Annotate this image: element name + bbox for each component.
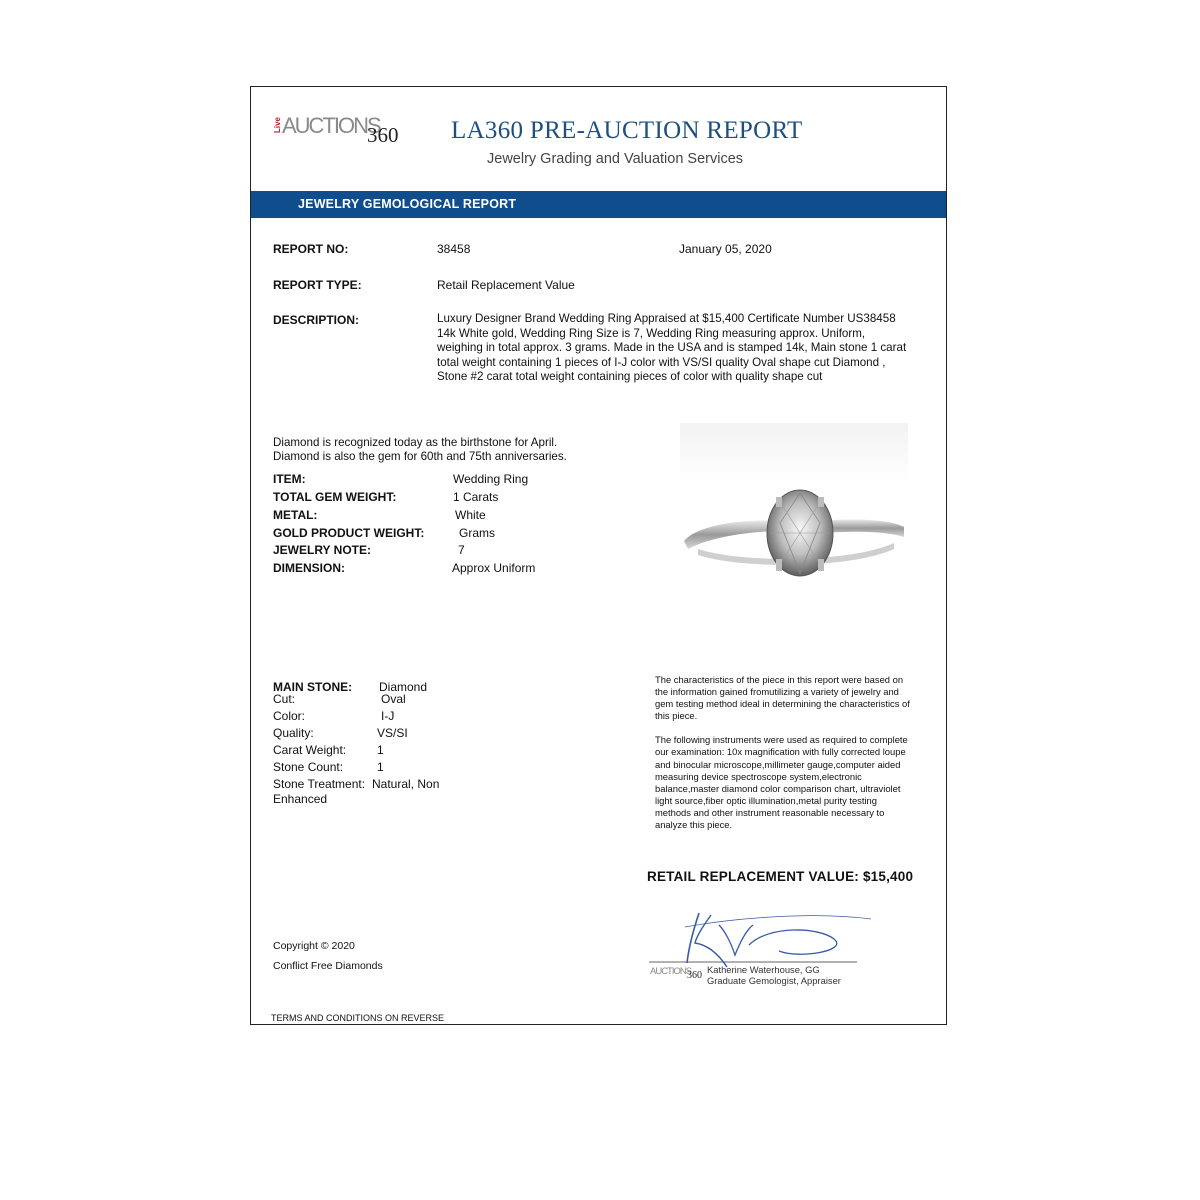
jewelry-note-value: 7 (458, 543, 465, 557)
stone-count-value: 1 (377, 760, 384, 774)
terms-notice: TERMS AND CONDITIONS ON REVERSE (271, 1013, 445, 1023)
logo-live-text: Live (273, 117, 282, 134)
quality-label: Quality: (273, 726, 314, 740)
carat-weight-value: 1 (377, 743, 384, 757)
carat-weight-label: Carat Weight: (273, 743, 347, 757)
appraiser-logo-number: 360 (687, 970, 702, 981)
logo-number-text: 360 (367, 123, 399, 147)
gold-weight-value: Grams (459, 526, 495, 540)
appraiser-title: Graduate Gemologist, Appraiser (707, 974, 841, 986)
stone-treatment-label: Stone Treatment: (273, 777, 366, 791)
stone-treatment-value-2: Enhanced (273, 792, 328, 806)
retail-replacement-value: RETAIL REPLACEMENT VALUE: $15,400 (647, 869, 914, 884)
jewelry-note-label: JEWELRY NOTE: (273, 543, 372, 557)
total-gem-weight-value: 1 Carats (453, 490, 499, 504)
metal-label: METAL: (273, 508, 318, 522)
total-gem-weight-label: TOTAL GEM WEIGHT: (273, 490, 397, 504)
dimension-value: Approx Uniform (452, 561, 536, 575)
report-subtitle: Jewelry Grading and Valuation Services (487, 151, 744, 167)
birthstone-intro (273, 436, 613, 464)
conflict-free-text: Conflict Free Diamonds (273, 960, 383, 972)
item-value: Wedding Ring (453, 472, 529, 486)
cut-label: Cut: (273, 692, 296, 706)
appraiser-credentials (707, 965, 841, 986)
report-title: LA360 PRE-AUCTION REPORT (451, 117, 803, 144)
color-label: Color: (273, 709, 306, 723)
intro-line-1: Diamond is recognized today as the birthstone for April. (273, 436, 558, 449)
item-label: ITEM: (273, 472, 306, 486)
description-text: Luxury Designer Brand Wedding Ring Appraised at $15,400 Certificate Number US38458 14k White gold, Wedding Ring Size is 7, Wedding Ring measuring approx. Uniform, weighing in total approx. 3 grams. Made in the USA and is stamped 14k, Main stone 1 carat total weight containing 1 pieces of I-J color with VS/SI quality Oval shape cut Diamond , Stone #2 carat total weight containing pieces of color with quality shape cut (437, 312, 907, 384)
gold-weight-label: GOLD PRODUCT WEIGHT: (273, 526, 425, 540)
logo-auctions-text: AUCTIONS (282, 113, 380, 138)
appraiser-logo (650, 965, 706, 983)
appraisal-report-sheet (250, 86, 947, 1025)
dimension-label: DIMENSION: (273, 561, 345, 575)
quality-value: VS/SI (377, 726, 408, 740)
notes-paragraph-2: The following instruments were used as required to complete our examination: 10x magnification with fully corrected loupe and binocular microscope,millimeter gauge,computer aided measuring device spectroscope system,electronic balance,master diamond color comparison chart, ultraviolet light source,fiber optic illumination,metal purity testing methods and other instrument reasonable necessary to analyze this piece. (655, 734, 908, 831)
stone-treatment-value: Natural, Non (372, 777, 440, 791)
live-auctions-360-logo (273, 113, 398, 147)
report-no-label: REPORT NO: (273, 242, 349, 256)
report-type-value: Retail Replacement Value (437, 278, 575, 292)
report-no-value: 38458 (437, 242, 471, 256)
notes-paragraph-1: The characteristics of the piece in this report were based on the information gained fromutilizing a variety of jewelry and gem testing method ideal in determining the characteristics of this piece. (655, 674, 910, 722)
copyright-text: Copyright © 2020 (273, 940, 355, 952)
appraiser-name: Katherine Waterhouse, GG (707, 964, 820, 975)
appraiser-signature (649, 905, 873, 973)
stone-count-label: Stone Count: (273, 760, 344, 774)
ring-illustration (680, 423, 908, 595)
ring-photo (680, 423, 908, 595)
report-date: January 05, 2020 (679, 242, 772, 256)
section-banner (251, 191, 946, 218)
main-stone-label: MAIN STONE: (273, 680, 353, 694)
appraiser-logo-auctions: AUCTIONS (650, 966, 692, 977)
intro-line-2: Diamond is also the gem for 60th and 75th anniversaries. (273, 450, 567, 463)
methodology-notes (655, 674, 911, 831)
report-type-label: REPORT TYPE: (273, 278, 362, 292)
color-value: I-J (381, 709, 395, 723)
description-label: DESCRIPTION: (273, 313, 360, 327)
metal-value: White (455, 508, 486, 522)
cut-value: Oval (381, 692, 406, 706)
main-stone-value: Diamond (379, 680, 428, 694)
section-banner-label: JEWELRY GEMOLOGICAL REPORT (298, 197, 517, 211)
